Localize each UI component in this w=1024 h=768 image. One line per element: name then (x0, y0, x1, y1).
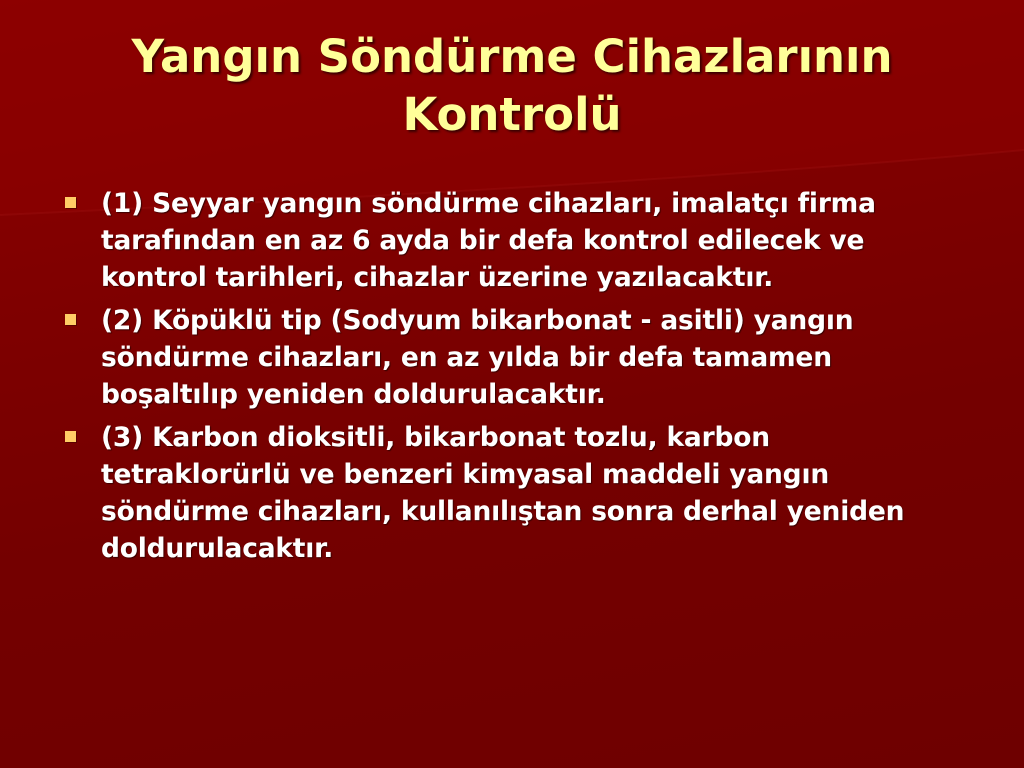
bullet-item (60, 185, 960, 296)
bullet-item (60, 302, 960, 413)
slide-title: Yangın Söndürme Cihazlarının Kontrolü (131, 30, 893, 141)
square-bullet-icon (65, 197, 76, 208)
square-bullet-icon (65, 314, 76, 325)
square-bullet-icon (65, 431, 76, 442)
bullet-text: (3) Karbon dioksitli, bikarbonat tozlu, karbon tetraklorürlü ve benzeri kimyasal maddeli yangın söndürme cihazları, kullanılıştan sonra derhal yeniden doldurulacaktır. (101, 422, 905, 564)
bullet-text: (1) Seyyar yangın söndürme cihazları, imalatçı firma tarafından en az 6 ayda bir defa kontrol edilecek ve kontrol tarihleri, cihazlar üzerine yazılacaktır. (101, 188, 876, 293)
bullet-text: (2) Köpüklü tip (Sodyum bikarbonat - asitli) yangın söndürme cihazları, en az yılda bir defa tamamen boşaltılıp yeniden doldurulacaktır. (101, 305, 854, 410)
bullet-item (60, 419, 960, 567)
bullet-list (60, 185, 960, 573)
